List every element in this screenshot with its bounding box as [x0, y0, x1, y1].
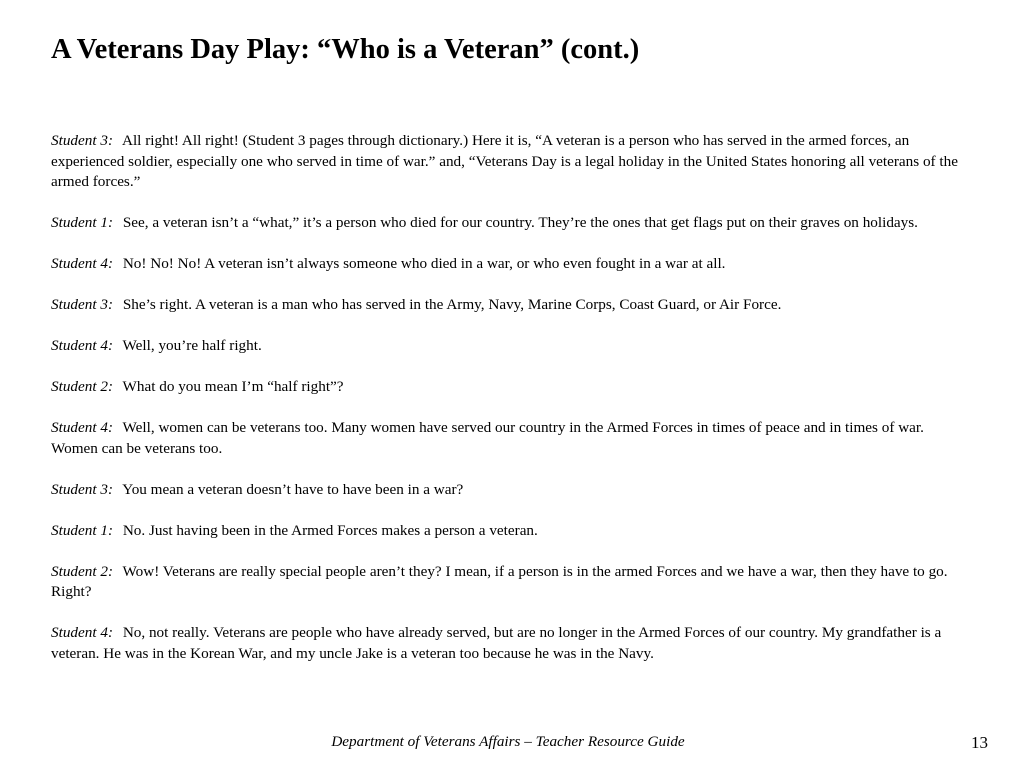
dialogue-text: She’s right. A veteran is a man who has served in the Army, Navy, Marine Corps, Coast Guard, or Air Force. — [122, 296, 782, 313]
dialogue-line — [51, 254, 973, 275]
speaker-label: Student 4: — [51, 624, 114, 641]
dialogue-text: What do you mean I’m “half right”? — [122, 378, 344, 395]
dialogue-line — [51, 377, 973, 398]
dialogue-text: Well, women can be veterans too. Many women have served our country in the Armed Forces in times of peace and in times of war. Women can be veterans too. — [51, 419, 924, 457]
dialogue-text: Well, you’re half right. — [122, 337, 262, 354]
speaker-label: Student 3: — [51, 296, 114, 313]
dialogue-text: Wow! Veterans are really special people aren’t they? I mean, if a person is in the armed Forces and we have a war, then they have to go. Right? — [51, 562, 948, 600]
dialogue-line — [51, 480, 973, 501]
speaker-label: Student 3: — [51, 132, 114, 149]
dialogue-line — [51, 295, 973, 316]
speaker-label: Student 4: — [51, 419, 114, 436]
dialogue-line — [51, 213, 973, 234]
speaker-label: Student 4: — [51, 337, 114, 354]
dialogue-line — [51, 131, 973, 193]
footer-source: Department of Veterans Affairs – Teacher Resource Guide — [331, 733, 685, 750]
dialogue-line — [51, 418, 973, 459]
speaker-label: Student 1: — [51, 521, 114, 539]
dialogue-text: All right! All right! (Student 3 pages through dictionary.) Here it is, “A veteran is a person who has served in the armed forces, an experienced soldier, especially one who served in time of war.” and, “Veterans Day is a legal holiday in the United States honoring all veterans of the armed forces.” — [51, 132, 958, 190]
dialogue-line — [51, 562, 973, 603]
dialogue-line — [51, 521, 973, 542]
dialogue-text: No! No! No! A veteran isn’t always someone who died in a war, or who even fought in a war at all. — [122, 255, 726, 272]
speaker-label: Student 1: — [51, 214, 114, 231]
slide-title: A Veterans Day Play: “Who is a Veteran” (cont.) — [51, 34, 640, 65]
dialogue-line — [51, 623, 973, 664]
dialogue-text: See, a veteran isn’t a “what,” it’s a person who died for our country. They’re the ones that get flags put on their graves on holidays. — [122, 214, 918, 231]
dialogue-text: No, not really. Veterans are people who have already served, but are no longer in the Armed Forces of our country. My grandfather is a veteran. He was in the Korean War, and my uncle Jake is a veteran too because he was in the Navy. — [51, 624, 942, 662]
speaker-label: Student 4: — [51, 255, 114, 272]
dialogue-line — [51, 336, 973, 357]
speaker-label: Student 2: — [51, 562, 114, 580]
dialogue-script — [51, 131, 973, 685]
dialogue-text: No. Just having been in the Armed Forces makes a person a veteran. — [122, 521, 538, 539]
speaker-label: Student 3: — [51, 480, 114, 498]
page-number: 13 — [971, 733, 988, 752]
speaker-label: Student 2: — [51, 378, 114, 395]
dialogue-text: You mean a veteran doesn’t have to have been in a war? — [122, 480, 464, 498]
